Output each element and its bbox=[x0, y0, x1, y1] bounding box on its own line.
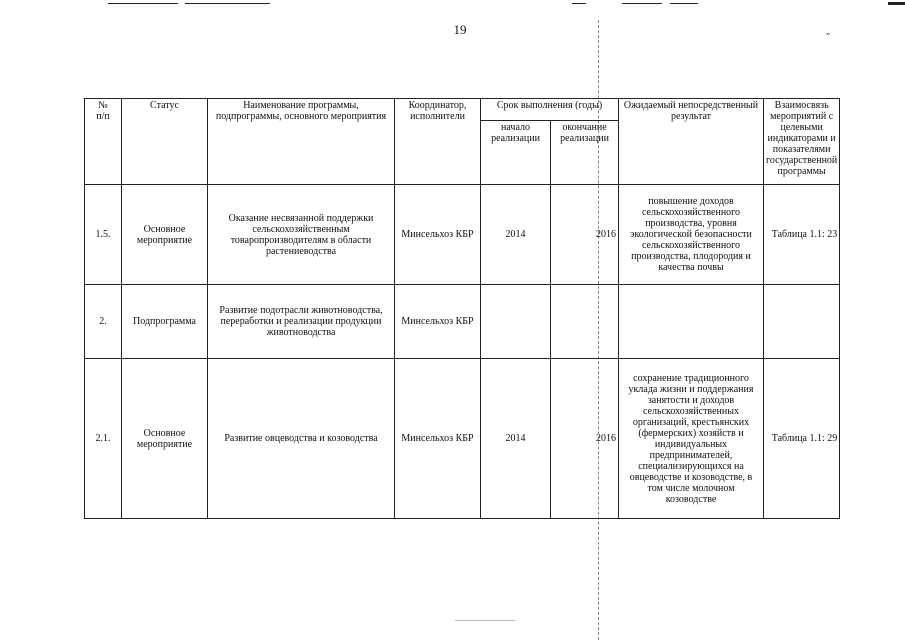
header-status: Статус bbox=[122, 99, 208, 185]
row-status: Основное мероприятие bbox=[122, 359, 208, 519]
scan-artifact-line bbox=[455, 620, 515, 621]
row-name: Развитие овцеводства и козоводства bbox=[208, 359, 395, 519]
row-status: Основное мероприятие bbox=[122, 185, 208, 285]
scan-artifact-line bbox=[185, 3, 270, 4]
row-start bbox=[481, 285, 551, 359]
row-start: 2014 bbox=[481, 359, 551, 519]
row-num: 2.1. bbox=[85, 359, 122, 519]
header-end: окончание реализации bbox=[551, 121, 619, 185]
header-link: Взаимосвязь мероприятий с целевыми индикаторами и показателями государственной программы bbox=[764, 99, 840, 185]
row-link: Таблица 1.1: 23 bbox=[764, 185, 840, 285]
header-name: Наименование программы, подпрограммы, основного мероприятия bbox=[208, 99, 395, 185]
corner-mark: „ bbox=[826, 26, 830, 36]
table-row bbox=[85, 185, 840, 285]
row-coordinator: Минсельхоз КБР bbox=[395, 285, 481, 359]
row-coordinator: Минсельхоз КБР bbox=[395, 185, 481, 285]
row-link: Таблица 1.1: 29 bbox=[764, 359, 840, 519]
scan-artifact-line bbox=[108, 3, 178, 4]
scan-artifact-line bbox=[572, 3, 586, 4]
row-result: сохранение традиционного уклада жизни и поддержания занятости и доходов сельскохозяйственных организаций, крестьянских (фермерских) хозяйств и индивидуальных предпринимателей, специализирующихся на овцеводстве и козоводстве, в том числе молочном козоводстве bbox=[619, 359, 764, 519]
row-name: Развитие подотрасли животноводства, переработки и реализации продукции животноводства bbox=[208, 285, 395, 359]
scan-artifact-line bbox=[670, 3, 698, 4]
program-measures-table bbox=[84, 98, 840, 519]
table-row bbox=[85, 359, 840, 519]
row-end bbox=[551, 285, 619, 359]
header-row bbox=[85, 99, 840, 121]
row-coordinator: Минсельхоз КБР bbox=[395, 359, 481, 519]
row-link bbox=[764, 285, 840, 359]
scan-artifact-line bbox=[622, 3, 662, 4]
header-term: Срок выполнения (годы) bbox=[481, 99, 619, 121]
row-result: повышение доходов сельскохозяйственного производства, уровня экологической безопасности сельскохозяйственного производства, плодородия и качества почвы bbox=[619, 185, 764, 285]
row-name: Оказание несвязанной поддержки сельскохозяйственным товаропроизводителям в области растениеводства bbox=[208, 185, 395, 285]
scan-artifact-line bbox=[888, 2, 905, 5]
header-start: начало реализации bbox=[481, 121, 551, 185]
header-coordinator: Координатор, исполнители bbox=[395, 99, 481, 185]
table-row bbox=[85, 285, 840, 359]
header-result: Ожидаемый непосредственный результат bbox=[619, 99, 764, 185]
row-num: 2. bbox=[85, 285, 122, 359]
row-num: 1.5. bbox=[85, 185, 122, 285]
row-end: 2016 bbox=[551, 185, 619, 285]
row-end: 2016 bbox=[551, 359, 619, 519]
page-number: 19 bbox=[453, 22, 467, 37]
row-status: Подпрограмма bbox=[122, 285, 208, 359]
row-start: 2014 bbox=[481, 185, 551, 285]
row-result bbox=[619, 285, 764, 359]
header-num: № п/п bbox=[85, 99, 122, 185]
